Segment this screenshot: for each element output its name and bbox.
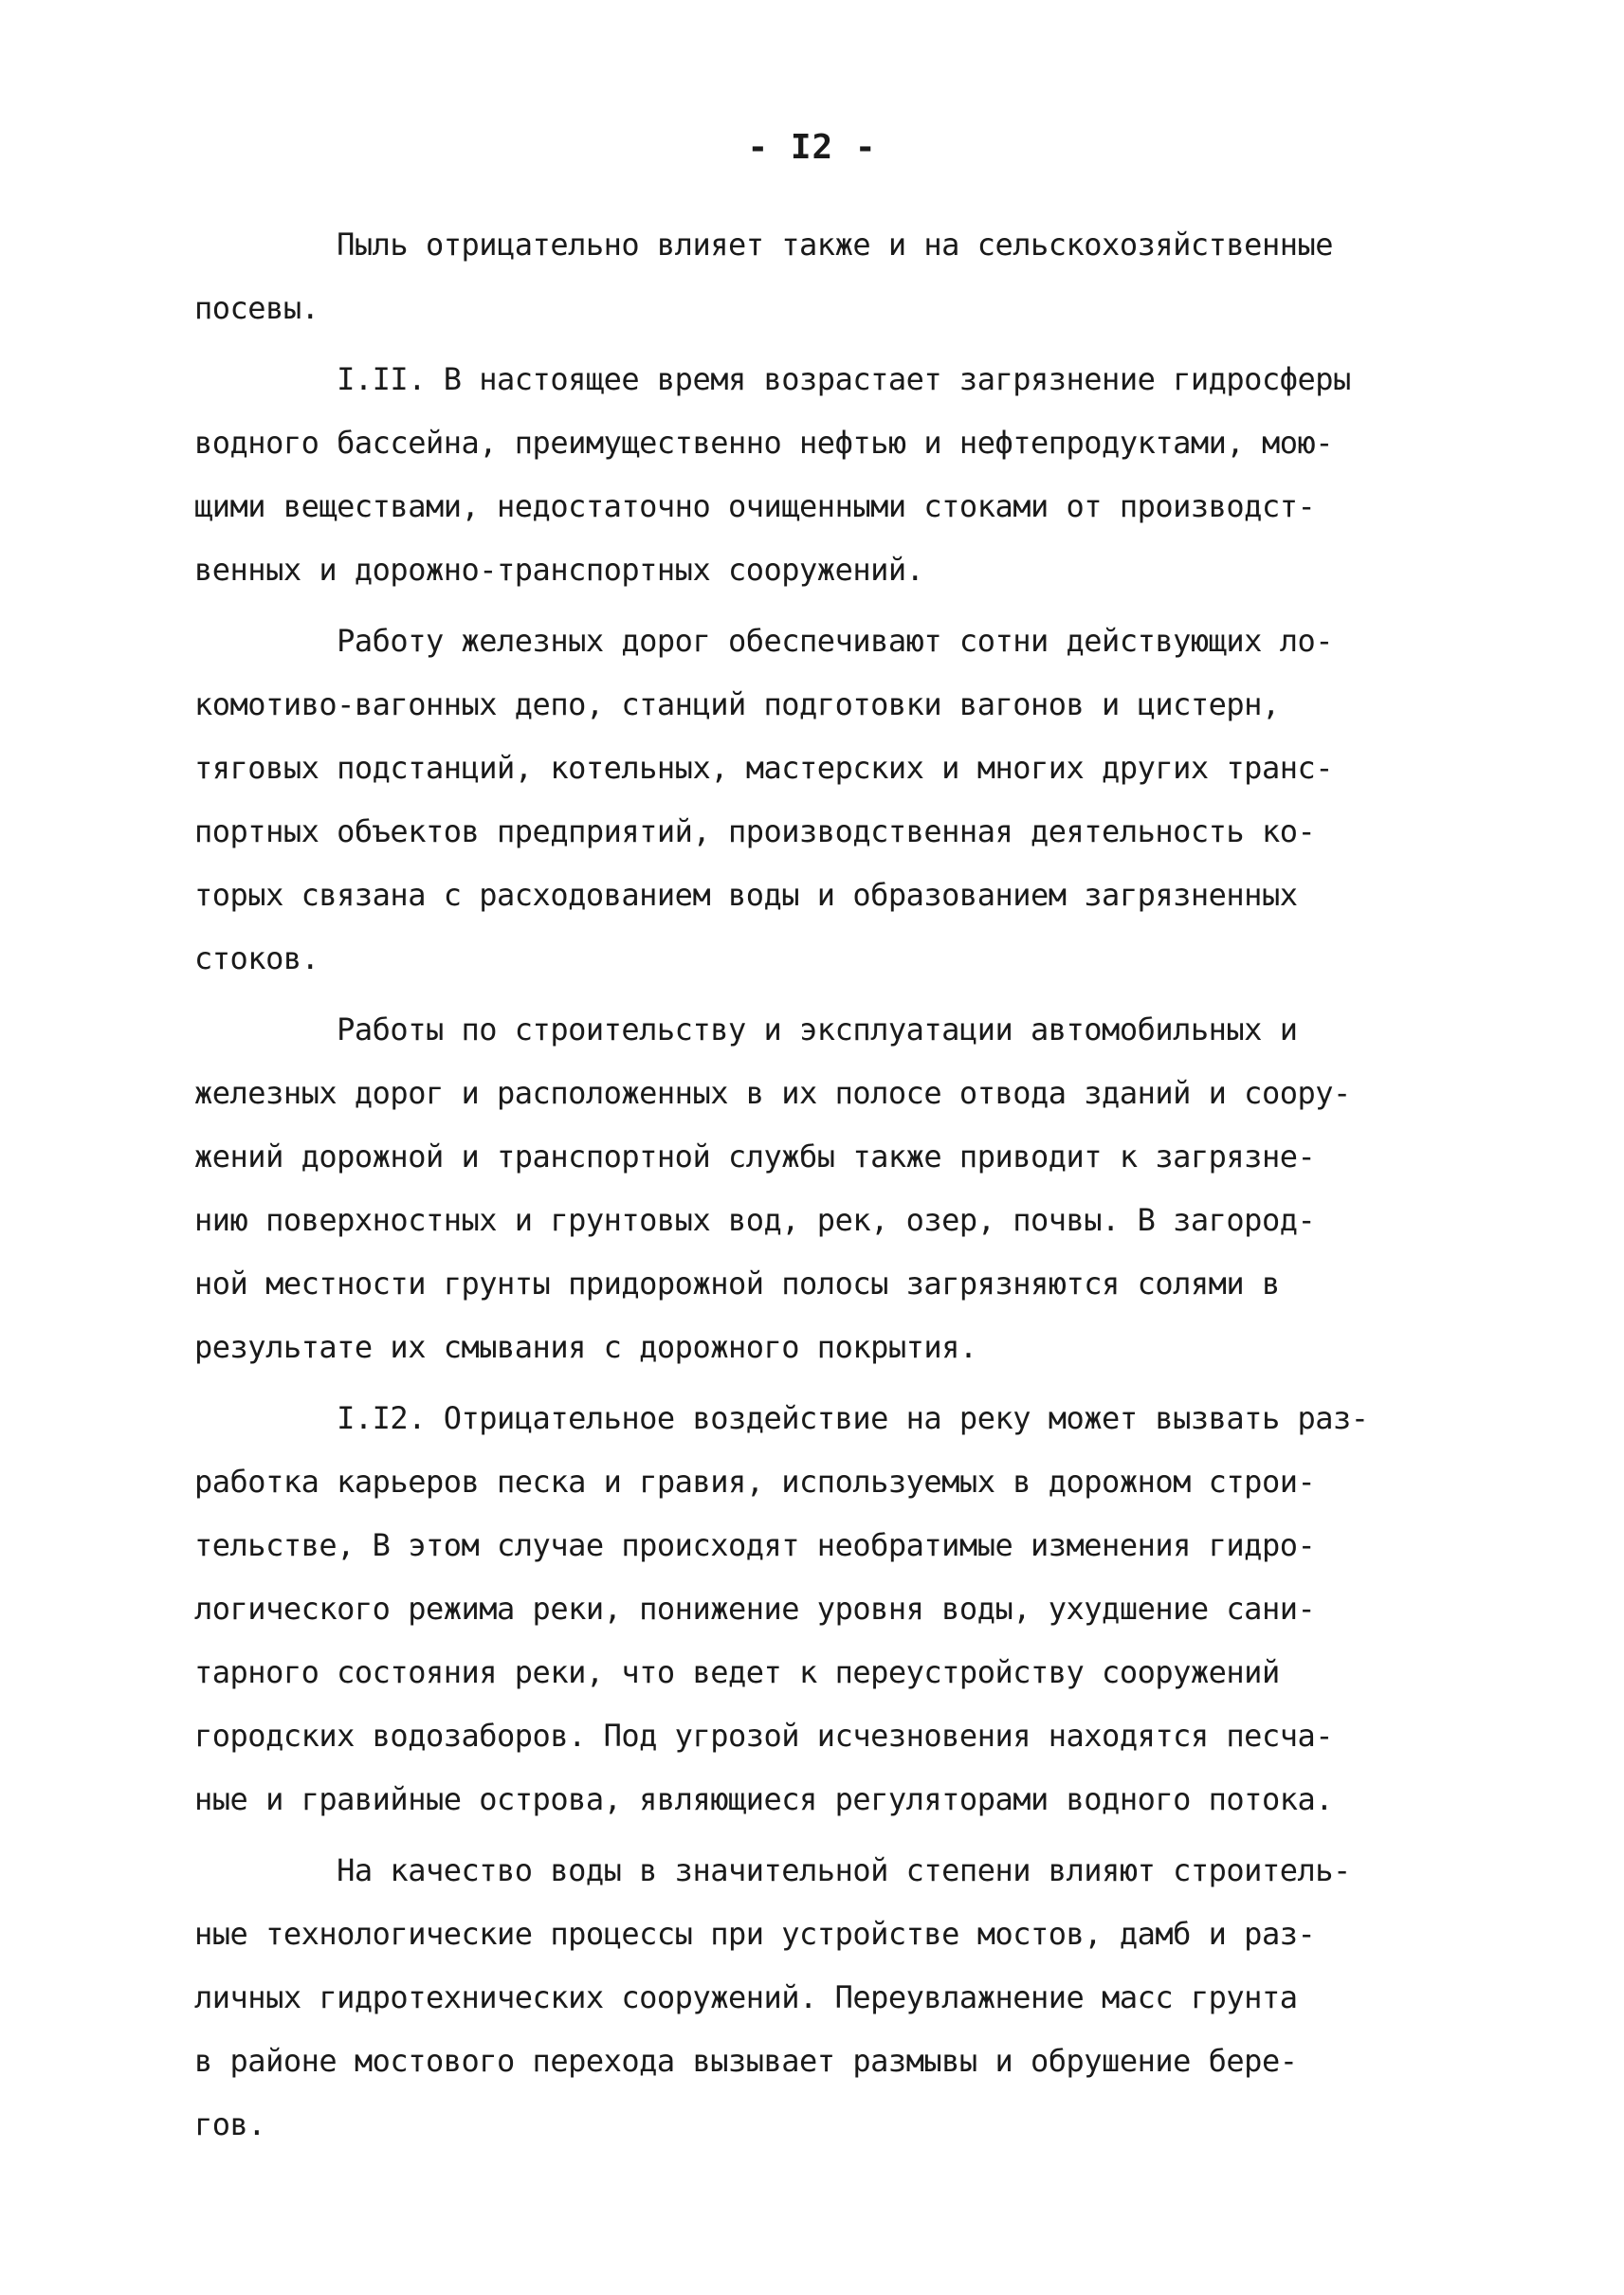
paragraph-5 [194,1387,1465,1831]
text-line: На качество воды в значительной степени влияют строитель- [194,1852,1351,1888]
document-body [194,213,1465,2157]
paragraph-4 [194,998,1465,1379]
paragraph-6 [194,1839,1465,2157]
text-line: в районе мостового перехода вызывает размывы и обрушение бере- [194,2043,1298,2079]
text-line: водного бассейна, преимущественно нефтью и нефтепродуктами, мою- [194,425,1333,461]
text-line: железных дорог и расположенных в их полосе отвода зданий и соору- [194,1075,1351,1111]
text-line: Работу железных дорог обеспечивают сотни действующих ло- [194,623,1333,659]
text-line: комотиво-вагонных депо, станций подготовки вагонов и цистерн, [194,686,1280,722]
paragraph-2 [194,348,1465,602]
text-line: ные технологические процессы при устройстве мостов, дамб и раз- [194,1916,1316,1952]
text-line: логического режима реки, понижение уровня воды, ухудшение сани- [194,1591,1316,1627]
text-line: личных гидротехнических сооружений. Переувлажнение масс грунта [194,1979,1298,2015]
paragraph-1 [194,213,1465,340]
text-line: гов. [194,2106,266,2142]
text-line: тельстве, В этом случае происходят необратимые изменения гидро- [194,1527,1316,1563]
text-line: городских водозаборов. Под угрозой исчезновения находятся песча- [194,1718,1333,1754]
text-line: тяговых подстанций, котельных, мастерских и многих других транс- [194,750,1333,786]
text-line: торых связана с расходованием воды и образованием загрязненных [194,877,1298,913]
text-line: венных и дорожно-транспортных сооружений. [194,552,924,588]
text-line: посевы. [194,290,319,326]
text-line: результате их смывания с дорожного покрытия. [194,1329,977,1365]
text-line: ные и гравийные острова, являющиеся регуляторами водного потока. [194,1781,1333,1817]
page-number: - I2 - [747,128,877,167]
text-line: щими веществами, недостаточно очищенными стоками от производст- [194,488,1316,524]
paragraph-3 [194,610,1465,991]
text-line: I.I2. Отрицательное воздействие на реку может вызвать раз- [194,1400,1369,1436]
text-line: жений дорожной и транспортной службы также приводит к загрязне- [194,1138,1316,1175]
text-line: работка карьеров песка и гравия, используемых в дорожном строи- [194,1464,1316,1500]
text-line: I.II. В настоящее время возрастает загрязнение гидросферы [194,361,1351,397]
text-line: стоков. [194,940,319,976]
text-line: Пыль отрицательно влияет также и на сельскохозяйственные [194,227,1333,263]
text-line: Работы по строительству и эксплуатации автомобильных и [194,1011,1298,1047]
text-line: тарного состояния реки, что ведет к переустройству сооружений [194,1654,1280,1690]
text-line: портных объектов предприятий, производственная деятельность ко- [194,813,1316,849]
text-line: ной местности грунты придорожной полосы загрязняются солями в [194,1266,1280,1302]
text-line: нию поверхностных и грунтовых вод, рек, озер, почвы. В загород- [194,1202,1316,1238]
